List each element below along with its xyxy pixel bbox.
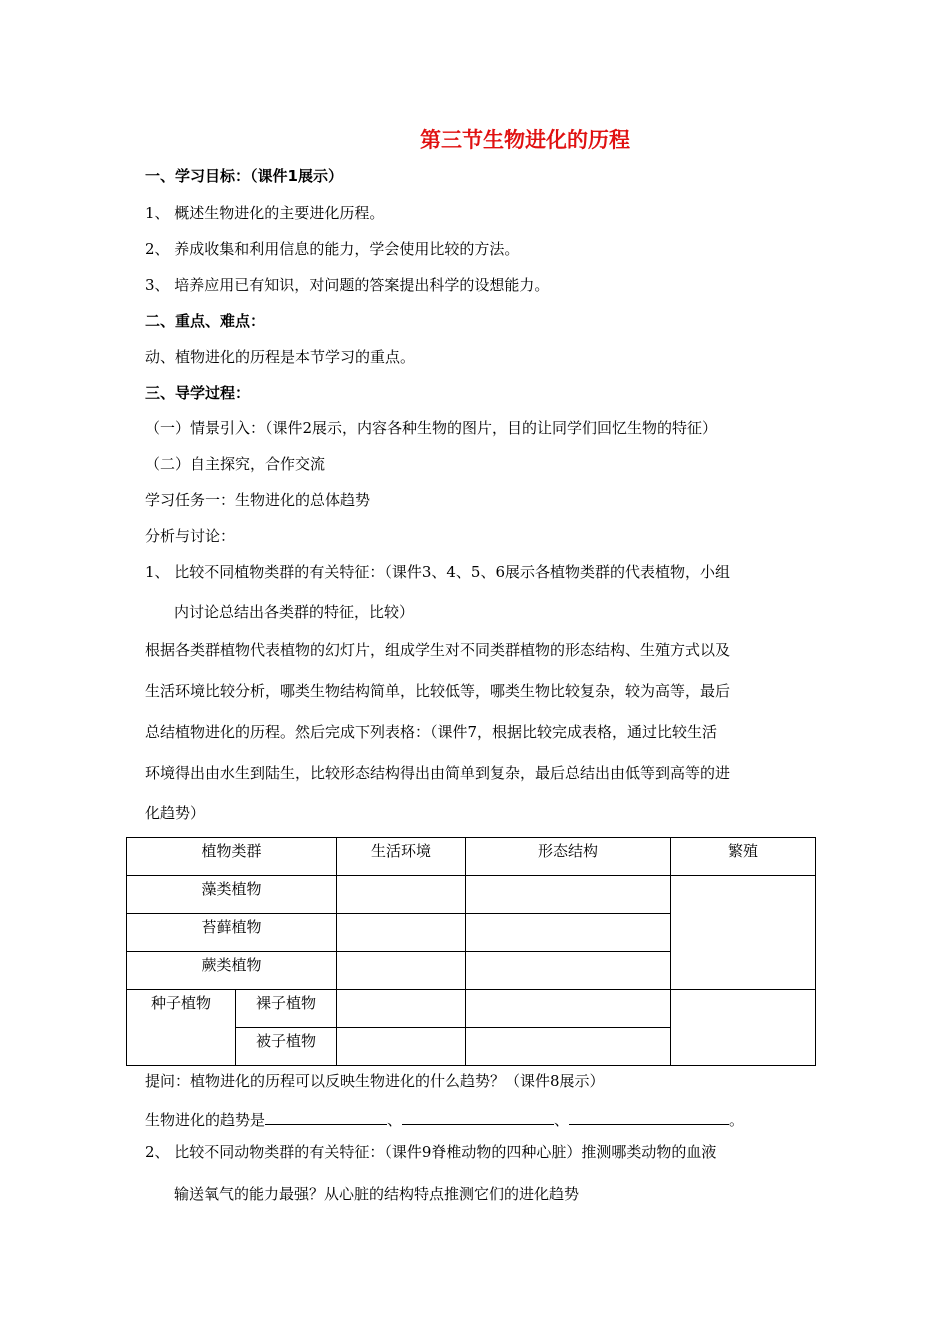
para-line-1: 根据各类群植物代表植物的幻灯片，组成学生对不同类群植物的形态结构、生殖方式以及 <box>145 641 731 659</box>
goal-item-1: 1、 概述生物进化的主要进化历程。 <box>145 204 385 222</box>
cell-environment[interactable] <box>337 914 466 952</box>
trend-blank-2[interactable] <box>402 1108 554 1125</box>
trend-end: 。 <box>729 1111 745 1129</box>
cell-structure[interactable] <box>466 876 671 914</box>
intro-paragraph: （一）情景引入：（课件2展示，内容各种生物的图片，目的让同学们回忆生物的特征） <box>145 419 718 437</box>
trend-prefix: 生物进化的趋势是 <box>145 1111 266 1129</box>
section-process-heading: 三、导学过程： <box>145 384 251 402</box>
table-row <box>127 990 816 1028</box>
item-1-line-2: 内讨论总结出各类群的特征，比较） <box>174 603 415 621</box>
table-row <box>127 876 816 914</box>
table-header-row <box>127 838 816 876</box>
row-label-angiosperm: 被子植物 <box>236 1028 337 1066</box>
header-environment: 生活环境 <box>337 838 466 876</box>
cell-environment[interactable] <box>337 1028 466 1066</box>
trend-blank-1[interactable] <box>265 1108 387 1125</box>
cell-environment[interactable] <box>337 876 466 914</box>
para-line-4: 环境得出由水生到陆生，比较形态结构得出由简单到复杂，最后总结出由低等到高等的进 <box>145 764 731 782</box>
para-line-3: 总结植物进化的历程。然后完成下列表格：（课件7，根据比较完成表格，通过比较生活 <box>145 723 718 741</box>
trend-blank-3[interactable] <box>569 1108 729 1125</box>
cell-reproduction-seed[interactable] <box>671 990 816 1066</box>
plant-comparison-table <box>126 837 816 1066</box>
cell-structure[interactable] <box>466 990 671 1028</box>
item-2-line-2: 输送氧气的能力最强？从心脏的结构特点推测它们的进化趋势 <box>174 1185 580 1203</box>
goal-item-3: 3、 培养应用已有知识，对问题的答案提出科学的设想能力。 <box>145 276 550 294</box>
row-label-gymnosperm: 裸子植物 <box>236 990 337 1028</box>
cell-structure[interactable] <box>466 952 671 990</box>
analysis-label: 分析与讨论： <box>145 527 236 545</box>
section-keypoints-heading: 二、重点、难点： <box>145 312 266 330</box>
row-label-seed-plants: 种子植物 <box>127 990 236 1066</box>
question-line: 提问：植物进化的历程可以反映生物进化的什么趋势？（课件8展示） <box>145 1072 605 1090</box>
explore-paragraph: （二）自主探究，合作交流 <box>145 455 326 473</box>
header-reproduction: 繁殖 <box>671 838 816 876</box>
cell-environment[interactable] <box>337 990 466 1028</box>
row-label-moss: 苔藓植物 <box>127 914 337 952</box>
section-objectives-heading: 一、学习目标：（课件1展示） <box>145 167 343 185</box>
keypoints-text: 动、植物进化的历程是本节学习的重点。 <box>145 348 416 366</box>
task-one: 学习任务一：生物进化的总体趋势 <box>145 491 371 509</box>
goal-item-2: 2、 养成收集和利用信息的能力，学会使用比较的方法。 <box>145 240 520 258</box>
row-label-algae: 藻类植物 <box>127 876 337 914</box>
trend-separator-2: 、 <box>554 1111 570 1129</box>
cell-environment[interactable] <box>337 952 466 990</box>
header-group: 植物类群 <box>127 838 337 876</box>
header-structure: 形态结构 <box>466 838 671 876</box>
item-2-line-1: 2、 比较不同动物类群的有关特征：（课件9脊椎动物的四种心脏）推测哪类动物的血液 <box>145 1143 717 1161</box>
cell-structure[interactable] <box>466 1028 671 1066</box>
para-line-5: 化趋势） <box>145 804 206 822</box>
cell-reproduction-spore[interactable] <box>671 876 816 990</box>
para-line-2: 生活环境比较分析，哪类生物结构简单，比较低等，哪类生物比较复杂，较为高等，最后 <box>145 682 731 700</box>
trend-line <box>145 1108 744 1130</box>
cell-structure[interactable] <box>466 914 671 952</box>
row-label-fern: 蕨类植物 <box>127 952 337 990</box>
trend-separator-1: 、 <box>387 1111 403 1129</box>
page-title: 第三节生物进化的历程 <box>420 128 630 152</box>
item-1-line-1: 1、 比较不同植物类群的有关特征：（课件3、4、5、6展示各植物类群的代表植物，小组 <box>145 563 730 581</box>
